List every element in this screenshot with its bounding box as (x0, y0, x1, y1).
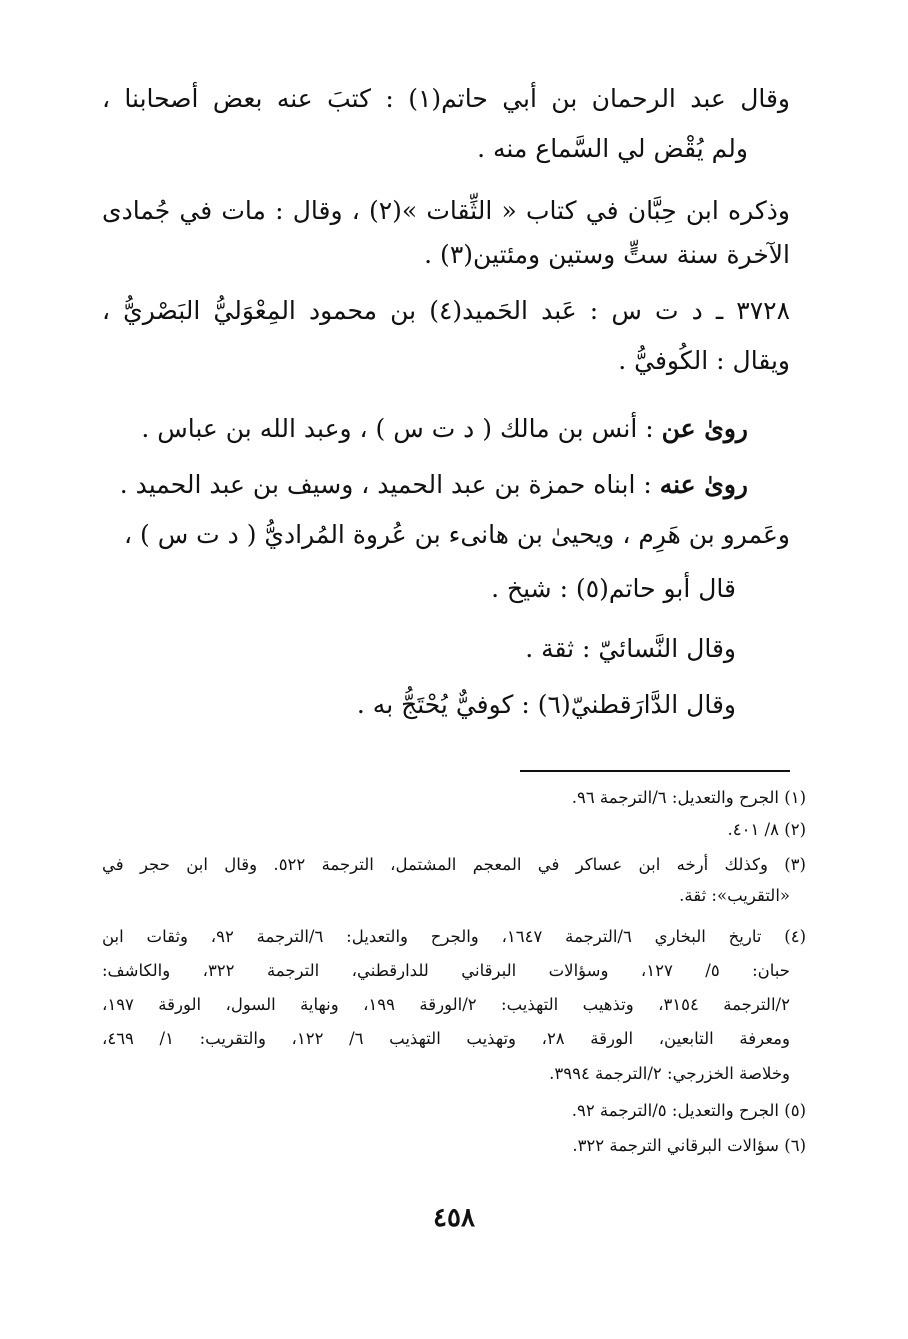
footnote-5: (٥) الجرح والتعديل: ٥/الترجمة ٩٢. (571, 1101, 806, 1120)
narrated-by (120, 470, 748, 499)
footnote-4-cont: ٢/الترجمة ٣١٥٤، وتذهيب التهذيب: ٢/الورقة ١٩٩، ونهاية السول، الورقة ١٩٧، (102, 995, 790, 1014)
footnote-3-cont: «التقريب»: ثقة. (679, 886, 790, 905)
footnote-4-cont: حبان: ٥/ ١٢٧، وسؤالات البرقاني للدارقطني، الترجمة ٣٢٢، والكاشف: (102, 961, 790, 980)
quote-nasai: وقال النَّسائيّ : ثقة . (525, 634, 736, 663)
footnote-4-cont: وخلاصة الخزرجي: ٢/الترجمة ٣٩٩٤. (549, 1064, 790, 1083)
footnote-4: (٤) تاريخ البخاري ٦/الترجمة ١٦٤٧، والجرح والتعديل: ٦/الترجمة ٩٢، وثقات ابن (102, 927, 806, 946)
text-line: الآخرة سنة ستٍّ وستين ومئتين(٣) . (424, 240, 790, 269)
text-line: وقال عبد الرحمان بن أبي حاتم(١) : كتبَ عنه بعض أصحابنا ، (102, 84, 790, 113)
narrated-by-label: روىٰ عنه (659, 470, 748, 499)
narrated-from (141, 414, 748, 443)
text-line: ولم يُقْض لي السَّماع منه . (477, 134, 748, 163)
narrated-from-text: : أنس بن مالك ( د ت س ) ، وعبد الله بن عباس . (141, 414, 662, 443)
text-line: وذكره ابن حِبَّان في كتاب « الثِّقات »(٢) ، وقال : مات في جُمادى (102, 196, 790, 225)
footnote-6: (٦) سؤالات البرقاني الترجمة ٣٢٢. (572, 1136, 806, 1155)
page-number: ٤٥٨ (433, 1203, 475, 1233)
narrated-from-label: روىٰ عن (661, 414, 748, 443)
footnote-3: (٣) وكذلك أرخه ابن عساكر في المعجم المشتمل، الترجمة ٥٢٢. وقال ابن حجر في (102, 855, 806, 874)
text-line: وعَمرو بن هَرِم ، ويحيىٰ بن هانىء بن عُروة المُراديُّ ( د ت س ) ، (123, 520, 790, 549)
narrated-by-text: : ابناه حمزة بن عبد الحميد ، وسيف بن عبد الحميد . (119, 470, 660, 499)
footnote-2: (٢) ٨/ ٤٠١. (727, 820, 806, 839)
footnote-4-cont: ومعرفة التابعين، الورقة ٢٨، وتهذيب التهذيب ٦/ ١٢٢، والتقريب: ١/ ٤٦٩، (102, 1029, 790, 1048)
entry-heading: ٣٧٢٨ ـ د ت س : عَبد الحَميد(٤) بن محمود المِعْوَليُّ البَصْريُّ ، (102, 296, 790, 325)
footnote-divider (520, 770, 790, 772)
quote-daraqutni: وقال الدَّارَقطنيّ(٦) : كوفيٌّ يُحْتَجُّ به . (356, 690, 736, 719)
quote-abu-hatim: قال أبو حاتم(٥) : شيخ . (491, 574, 736, 603)
entry-heading-alt: ويقال : الكُوفيُّ . (618, 346, 790, 375)
footnote-1: (١) الجرح والتعديل: ٦/الترجمة ٩٦. (571, 788, 806, 807)
